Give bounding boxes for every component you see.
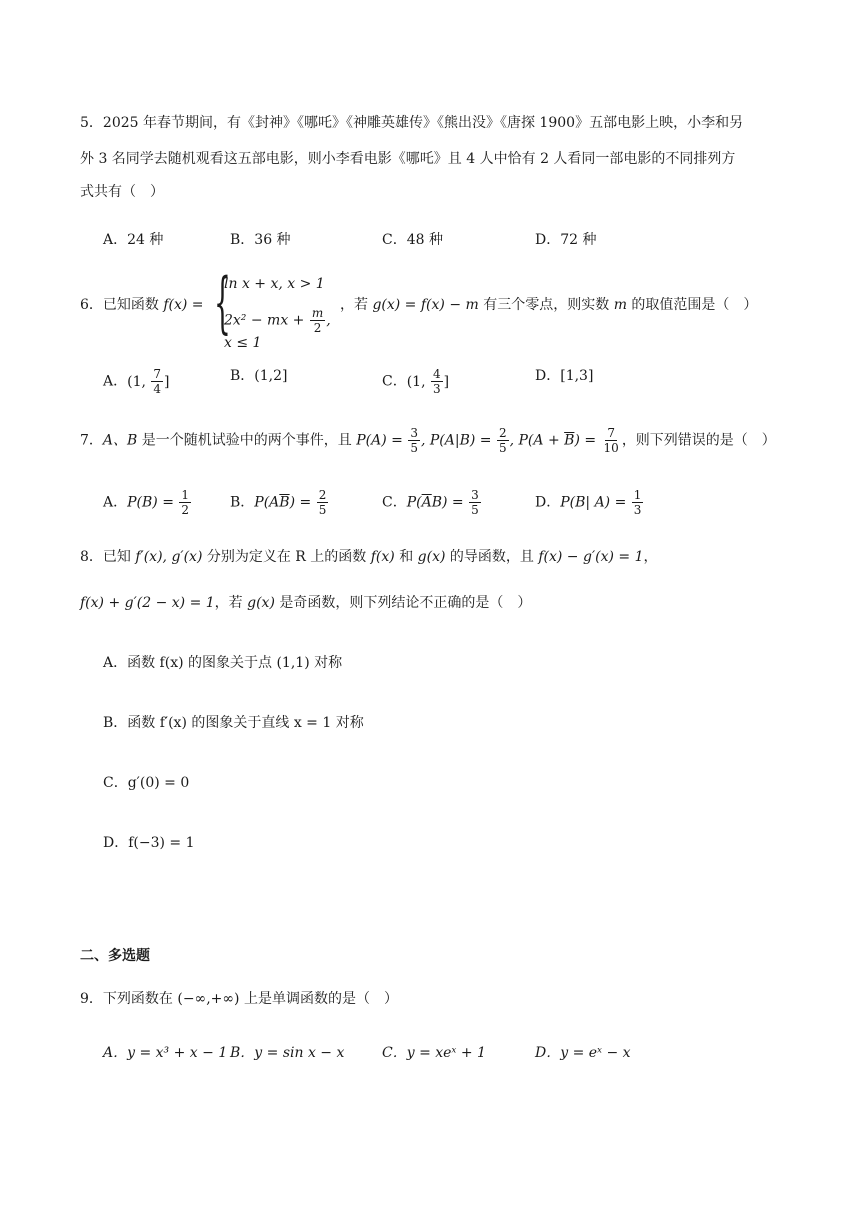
q9-stem: 9．下列函数在 (−∞,+∞) 上是单调函数的是（ ） [80, 991, 398, 1007]
q7-option-d: D．P(B| A) = $\frac{1}{3}$ [535, 488, 642, 517]
q5-line2: 外 3 名同学去随机观看这五部电影，则小李看电影《哪吒》且 4 人中恰有 2 人看同一部电影的不同排列方 [80, 151, 736, 167]
q7-option-c: C．$P(\overline{A}B)$ = $\frac{3}{5}$ [382, 488, 479, 517]
q8-option-d: D．f(−3) = 1 [103, 835, 195, 851]
q6-case2: 2x² − mx + $\frac{m}{2}$ , x ≤ 1 [224, 306, 331, 351]
q9-option-a: A．y = x³ + x − 1 [103, 1045, 228, 1061]
piecewise-brace-icon: { [214, 264, 231, 341]
q5-option-d: D．72 种 [535, 232, 597, 248]
q9-option-d: D．y = eˣ − x [535, 1045, 631, 1061]
q8-option-c: C．g′(0) = 0 [103, 775, 190, 791]
q6-stem-prefix: 6．已知函数 f(x) = [80, 297, 204, 313]
q7-option-b: B．$P(A\overline{B})$ = $\frac{2}{5}$ [230, 488, 327, 517]
q6-fx: f(x) = [163, 297, 204, 313]
q7-option-a: A．P(B) = $\frac{1}{2}$ [103, 488, 190, 517]
q8-option-b: B．函数 f′(x) 的图象关于直线 x = 1 对称 [103, 715, 364, 731]
q8-option-a: A．函数 f(x) 的图象关于点 (1,1) 对称 [103, 655, 343, 671]
q7-stem: 7．A、B 是一个随机试验中的两个事件，且 P(A) = $\frac{3}{5}$ , P(A|B) = $\frac{2}{5}$ , $P(A + \overline{B})$ = $\frac{7}{10}$ ，则下列错误的是（ ） [80, 426, 776, 455]
q6-option-d: D．[1,3] [535, 368, 594, 384]
q5-option-a: A．24 种 [103, 232, 164, 248]
q6-case2-frac: $\frac{m}{2}$ [311, 306, 324, 335]
q9-option-c: C．y = xeˣ + 1 [382, 1045, 486, 1061]
q8-line2: f(x) + g′(2 − x) = 1，若 g(x) 是奇函数，则下列结论不正确的是（ ） [80, 595, 532, 611]
q6-piecewise [214, 264, 334, 351]
q6-option-a: A．(1, $\frac{7}{4}$ ] [103, 367, 170, 396]
q6-option-c: C．(1, $\frac{4}{3}$ ] [382, 367, 450, 396]
q5-line3: 式共有（ ） [80, 184, 164, 200]
q5-line1: 5．2025 年春节期间，有《封神》《哪吒》《神雕英雄传》《熊出没》《唐探 1900》五部电影上映，小李和另 [80, 115, 744, 131]
q9-option-b: B．y = sin x − x [230, 1045, 345, 1061]
q8-line1: 8．已知 f′(x), g′(x) 分别为定义在 R 上的函数 f(x) 和 g(x) 的导函数，且 f(x) − g′(x) = 1， [80, 549, 658, 565]
q5-option-c: C．48 种 [382, 232, 443, 248]
q6-case1: ln x + x, x > 1 [224, 276, 325, 292]
q6-option-b: B．(1,2] [230, 368, 288, 384]
q6-stem-suffix: ，若 g(x) = f(x) − m 有三个零点，则实数 m 的取值范围是（ ） [340, 297, 758, 313]
q5-option-b: B．36 种 [230, 232, 291, 248]
section-heading: 二、多选题 [80, 948, 150, 964]
